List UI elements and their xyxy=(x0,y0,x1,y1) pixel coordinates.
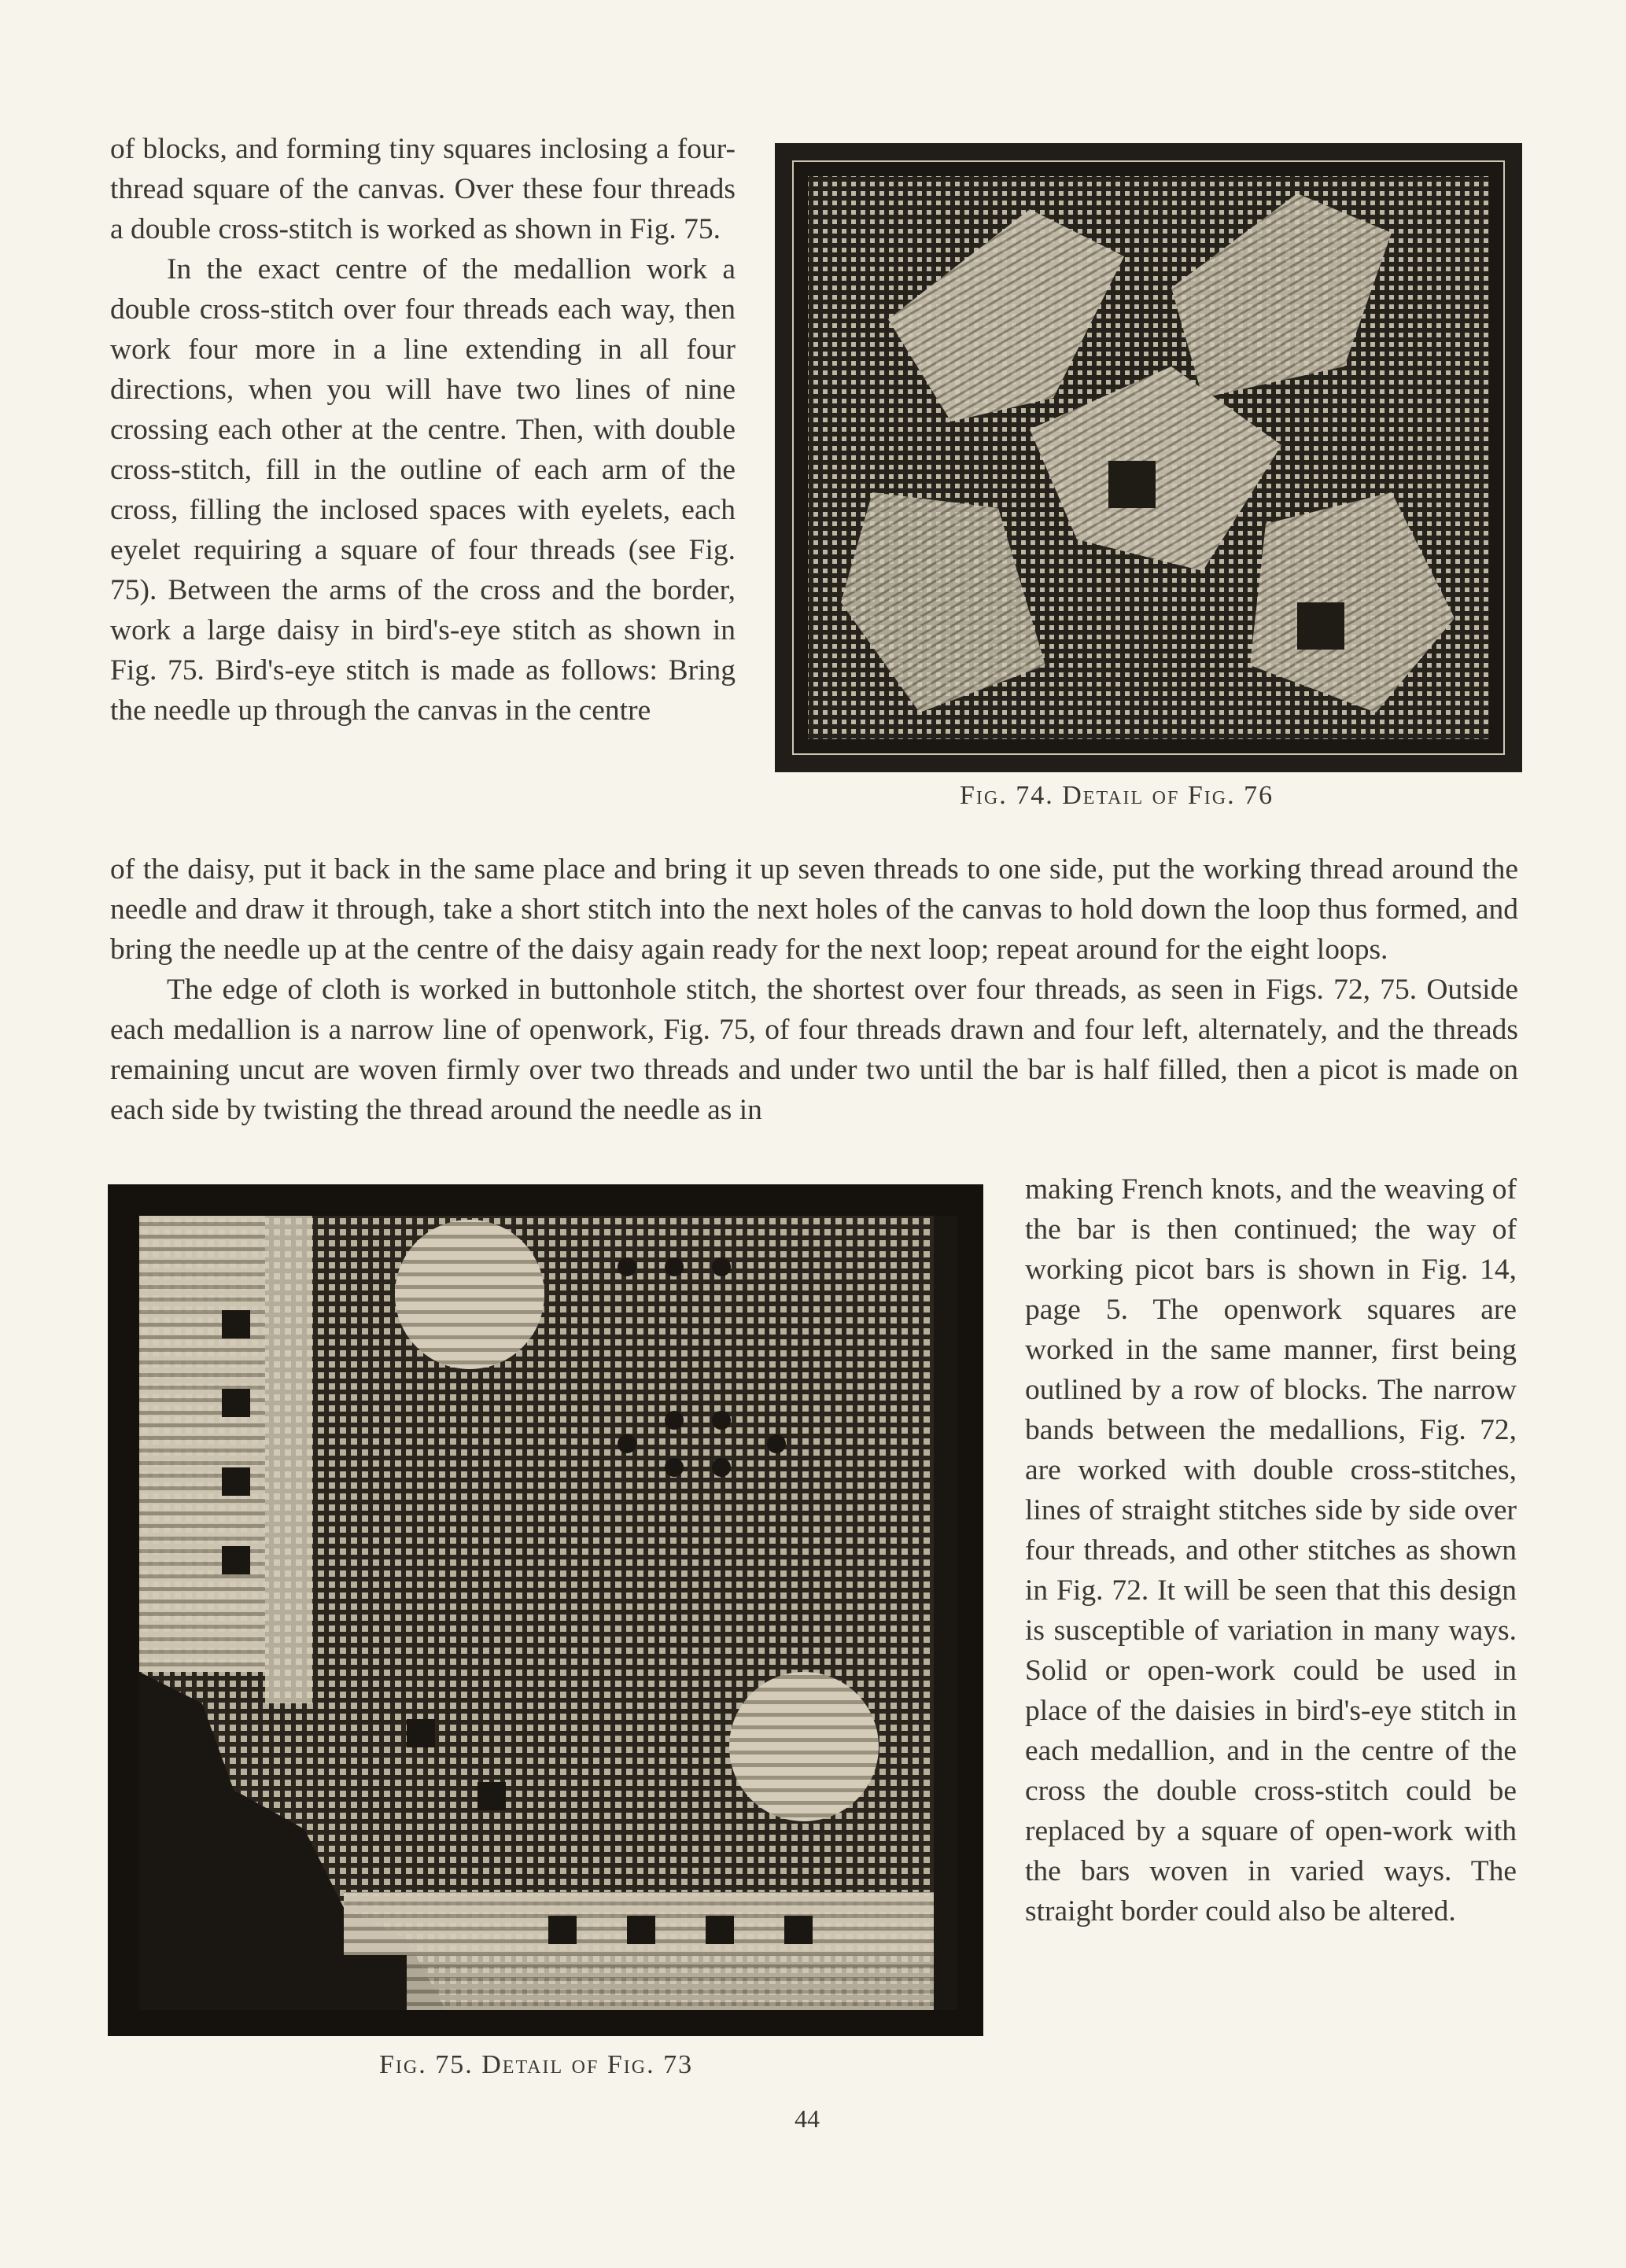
paragraph-blocks: of blocks, and forming tiny squares inclosing a four-thread square of the canvas. Over these four threads a double cross-stitch is worked as shown in Fig. 75. xyxy=(110,133,736,245)
figure-75-photo xyxy=(108,1184,983,2036)
text-column-bottom-right xyxy=(1025,1169,1517,1931)
canvas-embroidery-cross-detail xyxy=(792,160,1505,755)
paragraph-edge-of-cloth: The edge of cloth is worked in buttonhole stitch, the shortest over four threads, as seen in Figs. 72, 75. Outside each medallion is a narrow line of openwork, Fig. 75, of four threads drawn and four left, alternately, and the threads remaining uncut are woven firmly over two threads and under two until the bar is half filled, then a picot is made on each side by twisting the thread around the needle as in xyxy=(110,974,1518,1126)
page-number: 44 xyxy=(795,2104,820,2133)
paragraph-daisy-continued: of the daisy, put it back in the same place and bring it up seven threads to one side, put the working thread around the needle and draw it through, take a short stitch into the next holes of the canvas to hold down the loop thus formed, and bring the needle up at the centre of the daisy again ready for the next loop; repeat around for the eight loops. xyxy=(110,853,1518,966)
text-column-full-width xyxy=(110,849,1518,1130)
figure-74-photo xyxy=(775,143,1522,772)
text-column-top-left xyxy=(110,129,736,731)
embroidery-illustration xyxy=(794,162,1503,753)
figure-75-caption: Fig. 75. Detail of Fig. 73 xyxy=(379,2050,694,2079)
figure-74-caption: Fig. 74. Detail of Fig. 76 xyxy=(960,781,1274,810)
paragraph-medallion-centre: In the exact centre of the medallion work a double cross-stitch over four threads each way, then work four more in a line extending in all four directions, when you will have two lines of nine crossing each other at the centre. Then, with double cross-stitch, fill in the outline of each arm of the cross, filling the inclosed spaces with eyelets, each eyelet requiring a square of four threads (see Fig. 75). Between the arms of the cross and the border, work a large daisy in bird's-eye stitch as shown in Fig. 75. Bird's-eye stitch is made as follows: Bring the needle up through the canvas in the centre xyxy=(110,253,736,727)
paragraph-french-knots-continued: making French knots, and the weaving of the bar is then continued; the way of working picot bars is shown in Fig. 14, page 5. The openwork squares are worked in the same manner, first being outlined by a row of blocks. The narrow bands between the medallions, Fig. 72, are worked with double cross-stitches, lines of straight stitches side by side over four threads, and other stitches as shown in Fig. 72. It will be seen that this design is susceptible of variation in many ways. Solid or open-work could be used in place of the daisies in bird's-eye stitch in each medallion, and in the centre of the cross the double cross-stitch could be replaced by a square of open-work with the bars woven in varied ways. The straight border could also be altered. xyxy=(1025,1173,1517,1927)
embroidery-corner-illustration xyxy=(108,1184,983,2036)
